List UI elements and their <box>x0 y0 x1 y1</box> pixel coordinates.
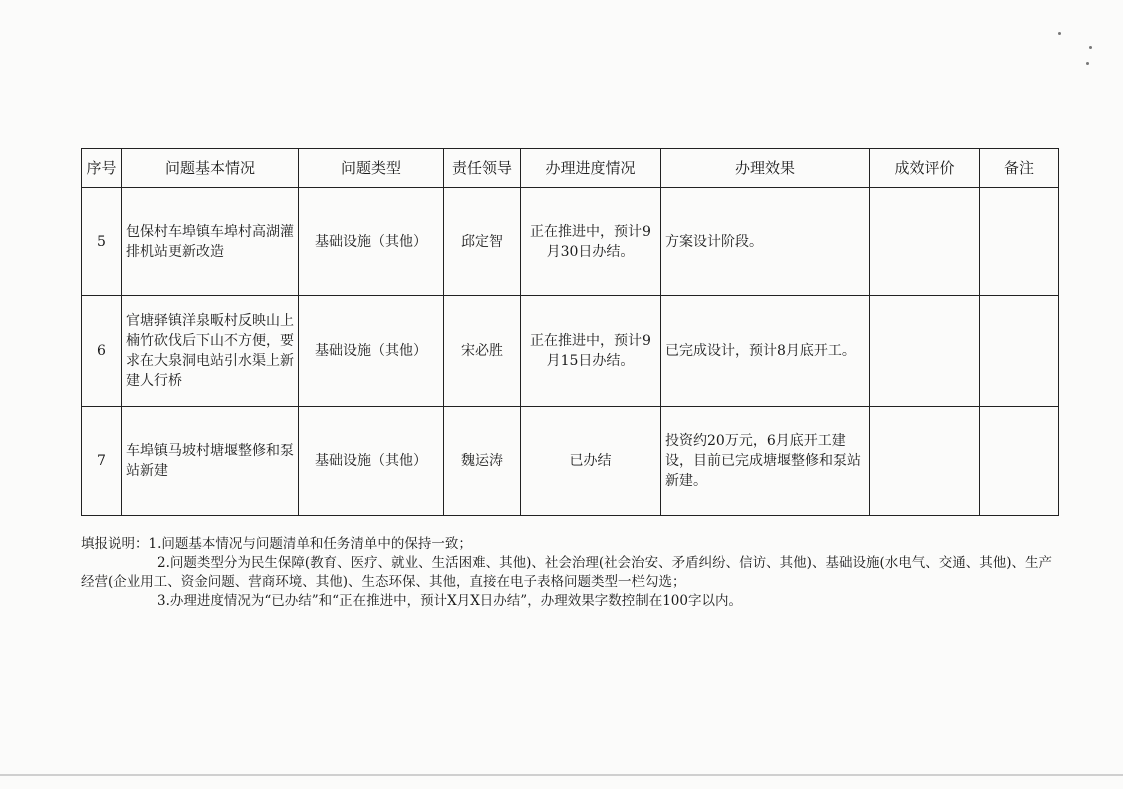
note-line-2-text: 2.问题类型分为民生保障(教育、医疗、就业、生活困难、其他)、社会治理(社会治安、矛盾纠纷、信访、其他)、基础设施(水电气、交通、其他)、生产经营(企业用工、资金问题、营商环境、其他)、生态环保、其他，直接在电子表格问题类型一栏勾选； <box>81 555 1052 590</box>
table-row <box>82 407 1059 516</box>
note-line-1: 填报说明：1.问题基本情况与问题清单和任务清单中的保持一致； <box>81 536 472 552</box>
scan-speck <box>1058 32 1061 35</box>
header-remark: 备注 <box>980 149 1059 188</box>
row-leader: 宋必胜 <box>444 296 521 407</box>
row-progress: 正在推进中，预计9月30日办结。 <box>521 188 661 296</box>
header-leader: 责任领导 <box>444 149 521 188</box>
row-effect: 方案设计阶段。 <box>661 188 870 296</box>
row-remark <box>980 296 1059 407</box>
row-progress: 正在推进中，预计9月15日办结。 <box>521 296 661 407</box>
row-effect: 已完成设计，预计8月底开工。 <box>661 296 870 407</box>
header-evaluation: 成效评价 <box>870 149 980 188</box>
row-remark <box>980 188 1059 296</box>
note-line-2 <box>81 554 1056 592</box>
row-leader: 魏运涛 <box>444 407 521 516</box>
row-remark <box>980 407 1059 516</box>
row-no: 7 <box>82 407 122 516</box>
row-evaluation <box>870 188 980 296</box>
row-desc: 车埠镇马坡村塘堰整修和泵站新建 <box>122 407 299 516</box>
filling-notes <box>81 535 1056 611</box>
row-leader: 邱定智 <box>444 188 521 296</box>
row-type: 基础设施（其他） <box>299 188 444 296</box>
row-evaluation <box>870 407 980 516</box>
row-type: 基础设施（其他） <box>299 296 444 407</box>
row-no: 5 <box>82 188 122 296</box>
row-type: 基础设施（其他） <box>299 407 444 516</box>
header-no: 序号 <box>82 149 122 188</box>
row-desc: 包保村车埠镇车埠村高湖灌排机站更新改造 <box>122 188 299 296</box>
header-effect: 办理效果 <box>661 149 870 188</box>
row-no: 6 <box>82 296 122 407</box>
scan-speck <box>1086 62 1089 65</box>
header-progress: 办理进度情况 <box>521 149 661 188</box>
header-desc: 问题基本情况 <box>122 149 299 188</box>
header-type: 问题类型 <box>299 149 444 188</box>
row-progress: 已办结 <box>521 407 661 516</box>
note-line-3: 3.办理进度情况为“已办结”和“正在推进中，预计X月X日办结”，办理效果字数控制在100字以内。 <box>157 593 742 609</box>
issue-table <box>81 148 1059 516</box>
row-desc: 官塘驿镇洋泉畈村反映山上楠竹砍伐后下山不方便，要求在大泉洞电站引水渠上新建人行桥 <box>122 296 299 407</box>
row-effect: 投资约20万元，6月底开工建设，目前已完成塘堰整修和泵站新建。 <box>661 407 870 516</box>
scan-speck <box>1089 46 1092 49</box>
scan-edge-line <box>0 774 1123 776</box>
table-header-row <box>82 149 1059 188</box>
row-evaluation <box>870 296 980 407</box>
table-row <box>82 296 1059 407</box>
table-row <box>82 188 1059 296</box>
